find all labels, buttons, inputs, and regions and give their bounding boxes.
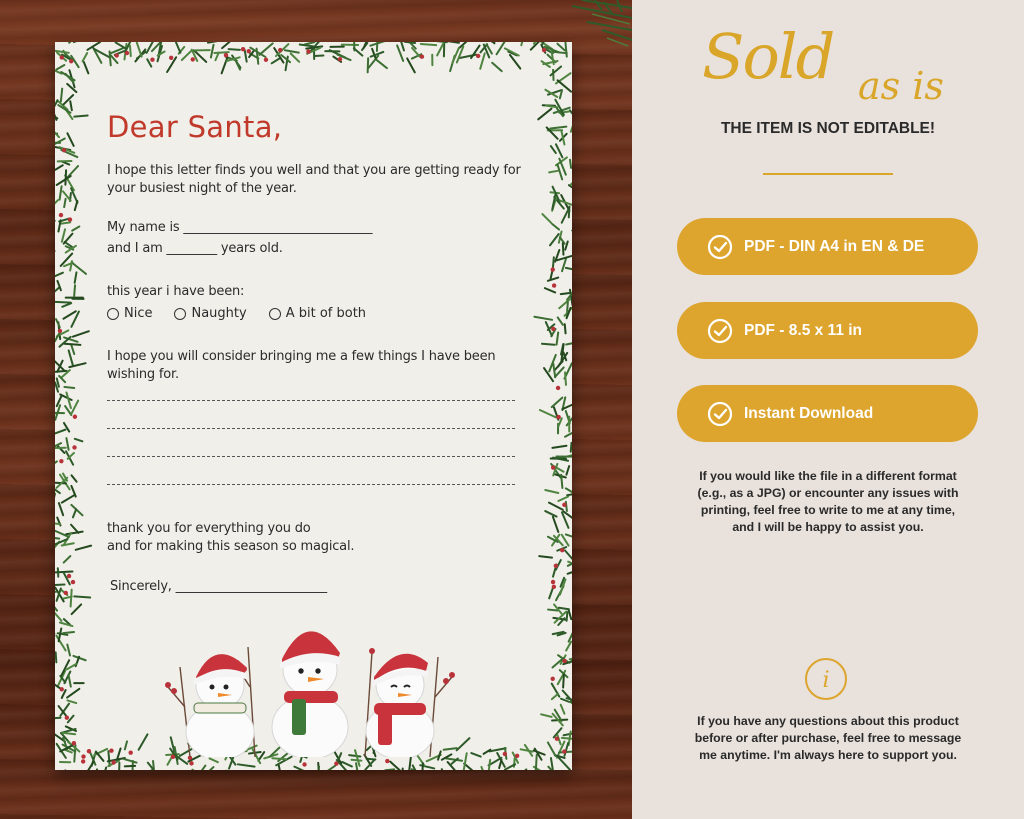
support-note-line: If you have any questions about this product: [697, 714, 959, 728]
letter-sheet: [55, 42, 572, 770]
wish-line-1: I hope you will consider bringing me a few things I have been: [107, 349, 496, 364]
radio-circle-icon: [269, 308, 281, 320]
feature-label: PDF - DIN A4 in EN & DE: [744, 237, 925, 255]
feature-label: PDF - 8.5 x 11 in: [744, 321, 863, 339]
not-editable-notice: THE ITEM IS NOT EDITABLE!: [720, 120, 936, 137]
check-circle-icon: [707, 401, 733, 427]
option-bit-of-both: [269, 306, 366, 321]
behavior-options: [107, 306, 366, 321]
option-nice: [107, 306, 152, 321]
wish-blank-line: [107, 456, 515, 457]
been-label: this year i have been:: [107, 284, 245, 299]
format-note-line: and I will be happy to assist you.: [732, 520, 924, 534]
name-line: My name is ______________________________: [107, 220, 373, 235]
as-is-word: as is: [858, 64, 944, 108]
feature-pill-pdf-a4: [677, 218, 978, 275]
format-note-line: If you would like the file in a different format: [699, 469, 957, 483]
format-note: [662, 468, 994, 536]
format-note-line: printing, feel free to write to me at any time,: [700, 503, 956, 517]
wish-blank-line: [107, 428, 515, 429]
radio-circle-icon: [107, 308, 119, 320]
check-circle-icon: [707, 234, 733, 260]
option-label: Nice: [124, 306, 153, 321]
support-note: [662, 713, 994, 764]
option-label: A bit of both: [285, 306, 367, 321]
thanks-line-2: and for making this season so magical.: [107, 539, 355, 554]
pine-branch-decoration: [562, 0, 632, 55]
info-glyph: i: [822, 668, 830, 693]
format-note-line: (e.g., as a JPG) or encounter any issues with: [697, 486, 959, 500]
age-line: and I am ________ years old.: [107, 241, 283, 256]
feature-pill-instant-download: [677, 385, 978, 442]
feature-label: Instant Download: [744, 404, 874, 422]
option-label: Naughty: [191, 306, 247, 321]
intro-line-1: I hope this letter finds you well and that you are getting ready for: [107, 163, 521, 178]
info-panel: [632, 0, 1024, 819]
feature-pill-pdf-letter: [677, 302, 978, 359]
support-note-line: before or after purchase, feel free to message: [694, 731, 962, 745]
wish-line-2: wishing for.: [107, 367, 179, 382]
support-note-line: me anytime. I'm always here to support you.: [699, 748, 957, 762]
gold-divider: [763, 173, 893, 175]
check-circle-icon: [707, 318, 733, 344]
signature-line: Sincerely, ________________________: [110, 579, 327, 594]
intro-line-2: your busiest night of the year.: [107, 181, 297, 196]
info-icon: [803, 656, 849, 702]
wish-blank-line: [107, 400, 515, 401]
sold-as-is-heading: [702, 20, 972, 120]
snowmen-illustration: [160, 607, 480, 757]
thanks-line-1: thank you for everything you do: [107, 521, 311, 536]
radio-circle-icon: [174, 308, 186, 320]
sold-word: Sold: [702, 20, 834, 93]
option-naughty: [174, 306, 246, 321]
wish-blank-line: [107, 484, 515, 485]
letter-greeting: Dear Santa,: [107, 110, 283, 144]
